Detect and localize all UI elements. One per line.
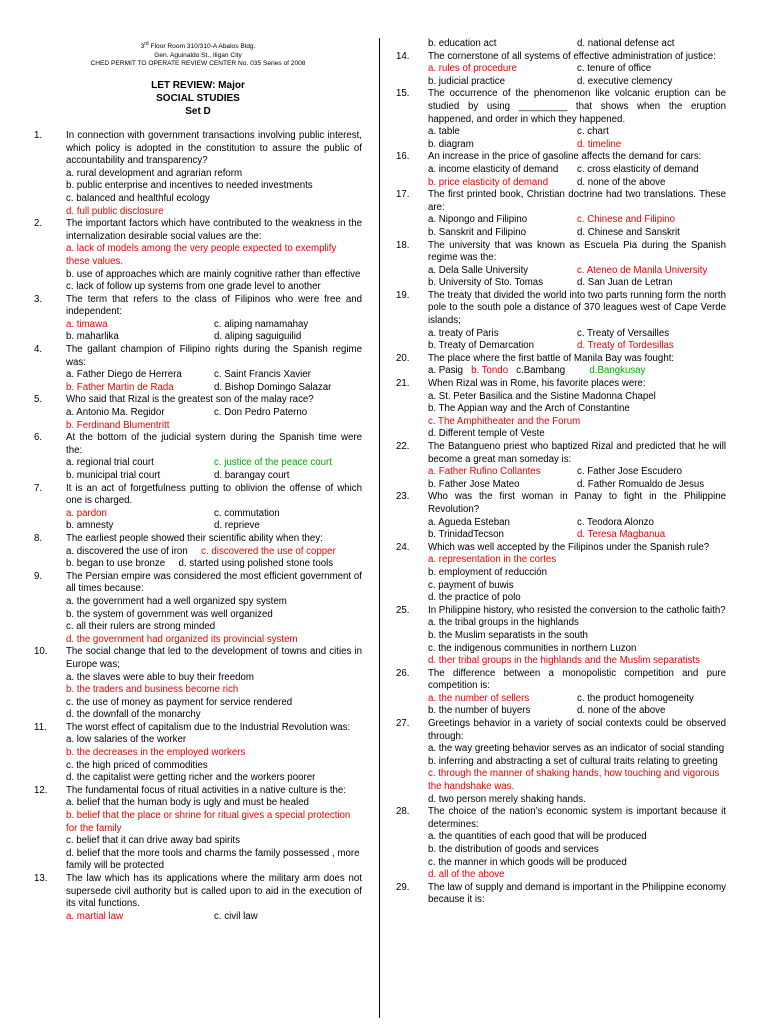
answer-option: b. price elasticity of demand <box>428 176 549 188</box>
question-text: The social change that led to the development of towns and cities in Europe was; <box>66 646 362 670</box>
option-pair <box>396 340 726 353</box>
question-number: 16. <box>396 151 410 163</box>
option-pair <box>34 457 362 470</box>
answer-option: a. the government had a well organized spy system <box>66 595 287 607</box>
answer-option: d. Father Romualdo de Jesus <box>577 478 705 490</box>
answer-option: c. the manner in which goods will be produced <box>428 856 627 868</box>
question-stem <box>396 605 726 618</box>
option-pair <box>396 265 726 278</box>
answer-option: b. the distribution of goods and services <box>428 844 599 855</box>
answer-option: d. national defense act <box>577 38 675 49</box>
answer-option: c. chart <box>577 126 609 138</box>
question-stem <box>396 353 726 366</box>
question-stem <box>34 785 362 798</box>
option-line <box>34 558 362 571</box>
question-item <box>34 344 362 394</box>
question-list-left <box>34 130 362 923</box>
option-pair <box>396 693 726 706</box>
question-item <box>34 873 362 923</box>
question-item <box>396 542 726 605</box>
header-permit-line: CHED PERMIT TO OPERATE REVIEW CENTER No. 035 Series of 2008 <box>90 60 306 68</box>
answer-option: d. belief that the more tools and charms the family possessed , more family will be protected <box>66 847 360 872</box>
question-stem <box>34 432 362 457</box>
question-text: In Philippine history, who resisted the conversion to the catholic faith? <box>428 604 726 616</box>
answer-option: a. Father Rufino Collantes <box>428 466 541 478</box>
question-number: 7. <box>34 482 43 494</box>
left-column <box>34 40 362 923</box>
question-number: 19. <box>396 289 410 301</box>
option-pair <box>34 382 362 395</box>
question-text: The first printed book, Christian doctrine had two translations. These are: <box>428 189 726 213</box>
answer-option: c. commutation <box>214 507 280 519</box>
question-stem <box>34 722 362 735</box>
answer-option: c. Saint Francis Xavier <box>214 369 311 381</box>
header-address-line2: Gen. Aguinaldo St., Iligan City <box>154 51 242 59</box>
question-text: An increase in the price of gasoline affects the demand for cars: <box>428 151 702 163</box>
answer-option: a. the way greeting behavior serves as an indicator of social standing <box>428 743 725 755</box>
question-stem <box>34 571 362 596</box>
answer-option: a. Nipongo and Filipino <box>428 214 528 226</box>
question-stem <box>34 394 362 407</box>
question-item <box>396 38 726 51</box>
answer-option: a. timawa <box>66 318 108 330</box>
question-stem <box>396 718 726 743</box>
answer-option: a. Pasig <box>428 365 472 377</box>
option-pair <box>396 466 726 479</box>
answer-option: d. none of the above <box>577 705 666 717</box>
question-number: 14. <box>396 50 410 62</box>
answer-option: a. low salaries of the worker <box>66 734 187 746</box>
answer-option: c. payment of buwis <box>428 579 514 591</box>
answer-option: b. TrinidadTecson <box>428 529 504 541</box>
answer-option: a. the tribal groups in the highlands <box>428 617 579 629</box>
answer-option: a. lack of models among the very people expected to exemplify these values. <box>66 243 337 267</box>
answer-option: b. amnesty <box>66 520 114 532</box>
question-text: The gallant champion of Filipino rights during the Spanish regime was: <box>66 344 362 368</box>
answer-option: d. the capitalist were getting richer and the workers poorer <box>66 772 316 784</box>
option-pair <box>34 520 362 533</box>
question-text: The Batangueno priest who baptized Rizal and predicted that he will become a great man someday is: <box>428 441 726 465</box>
question-item <box>34 571 362 647</box>
answer-option: a. table <box>428 126 460 138</box>
option-pair <box>396 479 726 492</box>
question-stem <box>34 344 362 369</box>
option-line <box>396 365 726 378</box>
answer-option: b. Father Jose Mateo <box>428 478 520 490</box>
question-number: 26. <box>396 667 410 679</box>
question-stem <box>34 483 362 508</box>
option-pair <box>396 328 726 341</box>
answer-option: b. the traders and business become rich <box>66 684 239 696</box>
question-stem <box>34 873 362 911</box>
answer-option: b. Ferdinand Blumentritt <box>66 419 170 431</box>
question-stem <box>396 189 726 214</box>
question-item <box>396 51 726 89</box>
question-item <box>396 189 726 239</box>
question-stem <box>396 441 726 466</box>
answer-option: d. Treaty of Tordesillas <box>577 340 674 352</box>
header-address-line1: 3rd Floor Room 310/310-A Abalos Bldg. <box>140 41 256 51</box>
option-pair <box>396 126 726 139</box>
option-pair <box>34 508 362 521</box>
question-text: The law of supply and demand is important in the Philippine economy because it is: <box>428 881 726 906</box>
subject-line: SOCIAL STUDIES <box>156 92 240 104</box>
answer-option: d. ther tribal groups in the highlands and the Muslim separatists <box>428 655 700 667</box>
answer-option: c. cross elasticity of demand <box>577 163 699 175</box>
question-stem <box>396 806 726 831</box>
answer-option: c. the use of money as payment for service rendered <box>66 696 293 708</box>
question-item <box>34 130 362 218</box>
question-text: Who was the first woman in Panay to fight in the Philippine Revolution? <box>428 491 726 515</box>
question-text: Which was well accepted by the Filipinos under the Spanish rule? <box>428 541 710 553</box>
answer-option: d. executive clemency <box>577 75 673 87</box>
question-text: The term that refers to the class of Filipinos who were free and independent: <box>66 293 362 318</box>
answer-option: a. Antonio Ma. Regidor <box>66 407 165 419</box>
answer-option: c. aliping namamahay <box>214 318 309 330</box>
question-text: Who said that Rizal is the greatest son of the malay race? <box>66 394 314 406</box>
answer-option: c. the indigenous communities in northern Luzon <box>428 642 637 654</box>
answer-option: c. discovered the use of copper <box>201 545 336 557</box>
answer-option: a. representation in the cortes <box>428 554 557 566</box>
option-pair <box>396 177 726 190</box>
question-text: The university that was known as Escuela Pia during the Spanish regime was the: <box>428 239 726 264</box>
question-stem <box>396 290 726 328</box>
question-stem <box>396 491 726 516</box>
question-stem <box>396 668 726 693</box>
answer-option: d. Teresa Magbanua <box>577 529 666 541</box>
question-text: When Rizal was in Rome, his favorite places were: <box>428 378 646 390</box>
answer-option: b. the number of buyers <box>428 705 531 717</box>
question-number: 15. <box>396 88 410 100</box>
option-pair <box>396 76 726 89</box>
question-stem <box>34 533 362 546</box>
answer-option: d. none of the above <box>577 176 666 188</box>
question-item <box>396 353 726 378</box>
question-item <box>34 722 362 785</box>
question-number: 12. <box>34 784 48 796</box>
answer-option: c. balanced and healthful ecology <box>66 192 210 204</box>
question-stem <box>396 151 726 164</box>
answer-option: b. municipal trial court <box>66 470 161 481</box>
answer-option: c. justice of the peace court <box>214 457 332 469</box>
question-item <box>396 882 726 907</box>
option-pair <box>34 911 362 924</box>
option-pair <box>34 319 362 332</box>
question-text: The worst effect of capitalism due to the Industrial Revolution was: <box>66 721 351 733</box>
answer-option: c. through the manner of shaking hands, how touching and vigorous the handshake was. <box>428 768 720 793</box>
question-number: 8. <box>34 532 43 544</box>
question-item <box>396 290 726 353</box>
question-number: 13. <box>34 873 48 884</box>
question-item <box>34 218 362 294</box>
answer-option: c. The Amphitheater and the Forum <box>428 415 581 427</box>
title-line: LET REVIEW: Major <box>151 79 245 91</box>
answer-option: b. use of approaches which are mainly cognitive rather than effective <box>66 268 361 280</box>
answer-option: b. The Appian way and the Arch of Constantine <box>428 403 630 415</box>
answer-option: c. the high priced of commodities <box>66 759 208 771</box>
answer-option: a. treaty of Paris <box>428 327 499 339</box>
answer-option: d. timeline <box>577 138 622 150</box>
answer-option: d. the government had organized its provincial system <box>66 633 298 645</box>
question-item <box>396 378 726 441</box>
question-number: 23. <box>396 491 410 503</box>
question-number: 11. <box>34 721 47 733</box>
answer-option: c. belief that it can drive away bad spirits <box>66 835 240 847</box>
answer-option: b. maharlika <box>66 331 119 343</box>
answer-option: a. St. Peter Basilica and the Sistine Madonna Chapel <box>428 390 656 402</box>
question-stem <box>34 218 362 243</box>
question-number: 3. <box>34 293 43 305</box>
answer-option: d. Different temple of Veste <box>428 428 545 440</box>
question-item <box>396 441 726 491</box>
answer-option: b. the decreases in the employed workers <box>66 747 246 759</box>
question-text: The treaty that divided the world into two parts running form the north pole to the south pole a distance of 370 leagues west of Cape Verde islands; <box>428 289 726 327</box>
question-item <box>396 806 726 882</box>
question-item <box>396 88 726 151</box>
question-item <box>34 785 362 873</box>
question-item <box>396 668 726 718</box>
question-number: 28. <box>396 806 410 818</box>
answer-option: b. judicial practice <box>428 75 505 87</box>
question-stem <box>34 646 362 671</box>
right-column <box>396 38 726 907</box>
question-text: The law which has its applications where the military arm does not supersede civil authority but is called upon to aid in the execution of its vital functions. <box>66 873 362 910</box>
answer-option: d. all of the above <box>428 869 505 881</box>
answer-option: c. tenure of office <box>577 63 652 75</box>
question-number: 5. <box>34 394 43 406</box>
option-pair <box>396 38 726 51</box>
question-item <box>396 491 726 541</box>
option-pair <box>34 470 362 483</box>
question-item <box>396 605 726 668</box>
answer-option: c.Bambang <box>508 365 590 377</box>
option-pair <box>396 277 726 290</box>
answer-option: a. rural development and agrarian reform <box>66 167 243 179</box>
answer-option: c. civil law <box>214 910 258 922</box>
option-pair <box>34 369 362 382</box>
question-text: The earliest people showed their scientific ability when they: <box>66 532 323 544</box>
question-item <box>34 432 362 482</box>
question-text: The important factors which have contributed to the weakness in the internalization desirable social values are the: <box>66 218 362 242</box>
option-pair <box>396 164 726 177</box>
answer-option: d. two person merely shaking hands. <box>428 793 586 805</box>
question-number: 27. <box>396 718 410 730</box>
question-item <box>34 294 362 344</box>
answer-option: a. the quantities of each good that will be produced <box>428 831 647 843</box>
answer-option: c. Father Jose Escudero <box>577 466 682 478</box>
option-line <box>34 546 362 559</box>
question-stem <box>396 51 726 64</box>
question-item <box>396 718 726 806</box>
answer-option: a. Dela Salle University <box>428 264 529 276</box>
answer-option: a. the number of sellers <box>428 692 530 704</box>
question-number: 22. <box>396 441 410 452</box>
answer-option: a. belief that the human body is ugly and must be healed <box>66 797 309 809</box>
question-number: 29. <box>396 881 410 893</box>
question-text: The Persian empire was considered the most efficient government of all times because: <box>66 570 362 595</box>
question-number: 20. <box>396 352 410 364</box>
question-list-right <box>396 38 726 907</box>
question-stem <box>34 294 362 319</box>
question-text: The occurrence of the phenomenon like volcanic eruption can be studied by using _________ that shows when the eruption happened, and order in which they happened. <box>428 88 726 125</box>
answer-option: c. Don Pedro Paterno <box>214 407 308 419</box>
answer-option: b. Father Martin de Rada <box>66 381 174 393</box>
option-pair <box>396 214 726 227</box>
question-item <box>34 483 362 533</box>
set-line: Set D <box>185 105 211 117</box>
option-pair <box>34 407 362 420</box>
answer-option: c. all their rulers are strong minded <box>66 621 216 633</box>
question-item <box>396 240 726 290</box>
answer-option: c. Treaty of Versailles <box>577 327 670 339</box>
question-item <box>34 394 362 432</box>
answer-option: a. martial law <box>66 910 124 922</box>
answer-option: b. Treaty of Demarcation <box>428 340 535 352</box>
answer-option: c. the product homogeneity <box>577 692 694 704</box>
answer-option: b. belief that the place or shrine for ritual gives a special protection for the family <box>66 810 351 834</box>
question-number: 4. <box>34 344 43 356</box>
answer-option: a. the slaves were able to buy their freedom <box>66 671 254 683</box>
question-stem <box>34 130 362 168</box>
question-number: 2. <box>34 218 43 230</box>
answer-option: d. San Juan de Letran <box>577 277 673 289</box>
option-pair <box>396 517 726 530</box>
answer-option: a. regional trial court <box>66 457 154 469</box>
question-number: 9. <box>34 570 43 582</box>
question-text: The difference between a monopolistic competition and pure competition is: <box>428 667 726 692</box>
answer-option: b. Tondo <box>471 365 509 377</box>
question-number: 18. <box>396 239 410 251</box>
question-text: It is an act of forgetfulness putting to oblivion the offense of which one is charged. <box>66 482 362 507</box>
answer-option: a. Father Diego de Herrera <box>66 369 182 381</box>
answer-option: a. discovered the use of iron <box>66 545 202 557</box>
question-text: The fundamental focus of ritual activities in a native culture is the: <box>66 784 347 796</box>
question-text: In connection with government transactions involving public interest, which policy is adopted in the constitution to assure the public of accountability and transparency? <box>66 129 362 167</box>
question-number: 17. <box>396 189 410 201</box>
question-number: 6. <box>34 432 43 444</box>
question-item <box>396 151 726 189</box>
question-number: 1. <box>34 129 43 141</box>
answer-option: a. rules of procedure <box>428 63 517 75</box>
answer-option: b. University of Sto. Tomas <box>428 277 544 289</box>
question-text: The choice of the nation’s economic system is important because it determines: <box>428 806 726 830</box>
option-pair <box>396 705 726 718</box>
answer-option: d. the practice of polo <box>428 592 521 604</box>
question-number: 10. <box>34 646 48 658</box>
answer-option: d. Chinese and Sanskrit <box>577 226 680 238</box>
question-stem <box>396 882 726 907</box>
question-item <box>34 646 362 722</box>
answer-option: c. Ateneo de Manila University <box>577 264 708 276</box>
option-pair <box>396 529 726 542</box>
option-pair <box>34 331 362 344</box>
option-pair <box>396 63 726 76</box>
answer-option: b. the system of government was well organized <box>66 608 273 620</box>
question-stem <box>396 240 726 265</box>
answer-option: b. diagram <box>428 138 474 150</box>
column-divider <box>379 38 380 1018</box>
answer-option: b. Sanskrit and Filipino <box>428 226 527 238</box>
question-text: The cornerstone of all systems of effective administration of justice: <box>428 50 716 62</box>
answer-option: b. employment of reducción <box>428 566 548 578</box>
answer-option: b. inferring and abstracting a set of cultural traits relating to greeting <box>428 755 718 767</box>
header <box>34 40 362 69</box>
answer-option: d.Bangkusay <box>589 365 646 377</box>
answer-option: c. Teodora Alonzo <box>577 516 654 528</box>
answer-option: d. Bishop Domingo Salazar <box>214 381 332 393</box>
answer-option: a. income elasticity of demand <box>428 163 559 175</box>
answer-option: c. lack of follow up systems from one grade level to another <box>66 281 321 293</box>
option-pair <box>396 227 726 240</box>
answer-option: c. Chinese and Filipino <box>577 214 676 226</box>
question-number: 25. <box>396 604 410 616</box>
question-stem <box>396 542 726 555</box>
answer-option: a. Agueda Esteban <box>428 516 510 528</box>
option-pair <box>396 139 726 152</box>
question-number: 24. <box>396 541 410 553</box>
question-stem <box>396 378 726 391</box>
question-text: At the bottom of the judicial system during the Spanish time were the: <box>66 432 362 456</box>
answer-option: a. pardon <box>66 507 107 519</box>
question-item <box>34 533 362 571</box>
answer-option: b. began to use bronze d. started using polished stone tools <box>66 558 334 570</box>
answer-option: b. public enterprise and incentives to needed investments <box>66 180 313 192</box>
answer-option: d. reprieve <box>214 520 260 532</box>
answer-option: b. the Muslim separatists in the south <box>428 629 588 641</box>
answer-option: d. aliping saguiguilid <box>214 331 302 343</box>
page-title <box>34 79 362 118</box>
question-stem <box>396 88 726 126</box>
question-text: Greetings behavior in a variety of social contexts could be observed through: <box>428 718 726 742</box>
answer-option: d. the downfall of the monarchy <box>66 709 201 721</box>
answer-option: d. barangay court <box>214 470 290 481</box>
question-text: The place where the first battle of Manila Bay was fought: <box>428 352 675 364</box>
answer-option: b. education act <box>428 38 497 49</box>
answer-option: d. full public disclosure <box>66 205 164 217</box>
question-number: 21. <box>396 378 410 390</box>
